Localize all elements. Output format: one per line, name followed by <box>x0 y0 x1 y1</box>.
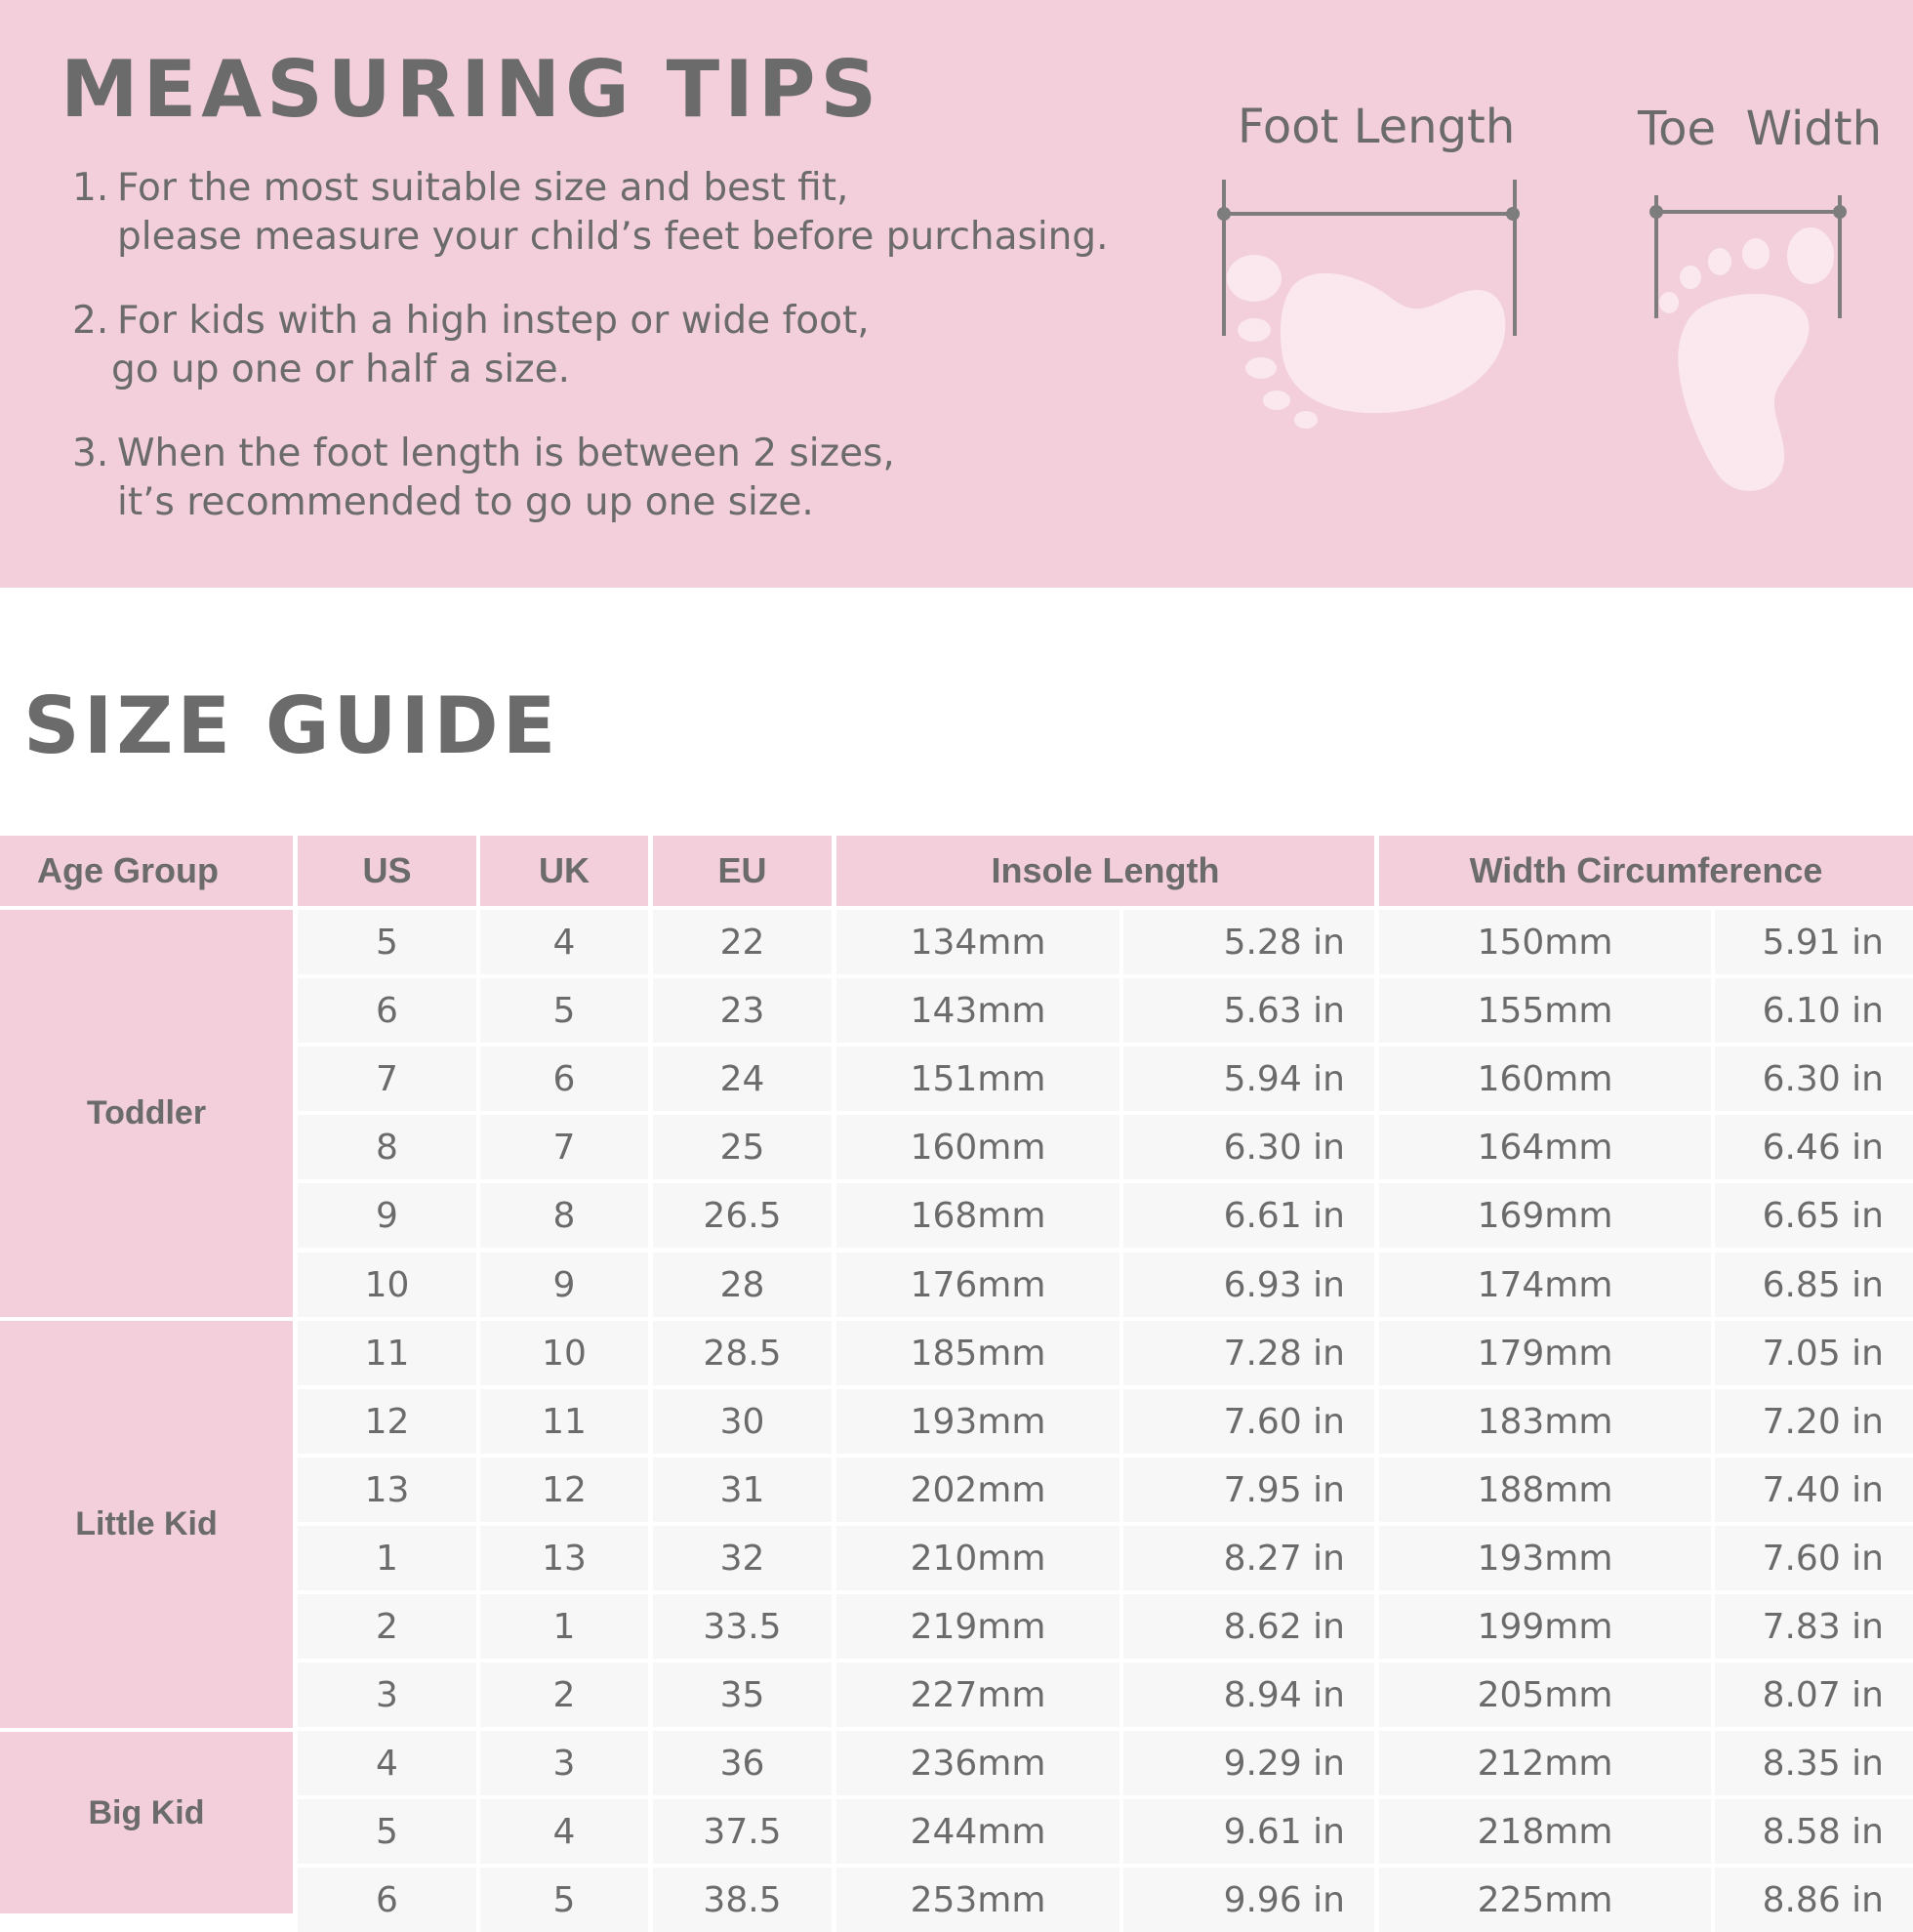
cell-eu: 37.5 <box>653 1799 832 1864</box>
cell-us: 4 <box>298 1731 476 1795</box>
cell-uk: 13 <box>480 1526 648 1590</box>
tip-text-line2: please measure your child’s feet before purchasing. <box>117 215 1109 259</box>
header-insole-length: Insole Length <box>836 836 1374 906</box>
cell-us: 1 <box>298 1526 476 1590</box>
table-row <box>298 1731 1913 1795</box>
cell-insole-in: 7.95 in <box>1123 1458 1374 1522</box>
cell-width-mm: 205mm <box>1379 1663 1711 1727</box>
table-row <box>298 910 1913 974</box>
cell-uk: 4 <box>480 1799 648 1864</box>
cell-insole-mm: 219mm <box>836 1594 1119 1659</box>
cell-insole-mm: 236mm <box>836 1731 1119 1795</box>
table-row <box>298 1799 1913 1864</box>
cell-width-mm: 169mm <box>1379 1183 1711 1248</box>
cell-eu: 33.5 <box>653 1594 832 1659</box>
size-guide-title: SIZE GUIDE <box>23 680 560 771</box>
cell-uk: 11 <box>480 1389 648 1454</box>
cell-eu: 24 <box>653 1047 832 1111</box>
group-little-kid: Little Kid <box>0 1321 293 1728</box>
cell-uk: 3 <box>480 1731 648 1795</box>
table-row <box>298 1526 1913 1590</box>
header-age-group: Age Group <box>0 836 293 906</box>
cell-us: 11 <box>298 1321 476 1385</box>
table-row <box>298 1321 1913 1385</box>
cell-uk: 6 <box>480 1047 648 1111</box>
cell-us: 10 <box>298 1253 476 1317</box>
cell-us: 5 <box>298 1799 476 1864</box>
cell-eu: 28.5 <box>653 1321 832 1385</box>
cell-insole-mm: 210mm <box>836 1526 1119 1590</box>
cell-width-mm: 183mm <box>1379 1389 1711 1454</box>
cell-eu: 32 <box>653 1526 832 1590</box>
cell-width-in: 6.10 in <box>1715 978 1913 1043</box>
cell-uk: 8 <box>480 1183 648 1248</box>
cell-us: 6 <box>298 978 476 1043</box>
table-row <box>298 1868 1913 1932</box>
table-row <box>298 1594 1913 1659</box>
cell-width-mm: 188mm <box>1379 1458 1711 1522</box>
cell-us: 5 <box>298 910 476 974</box>
table-row <box>298 1115 1913 1179</box>
table-row <box>298 1389 1913 1454</box>
table-row <box>298 1458 1913 1522</box>
cell-width-in: 6.65 in <box>1715 1183 1913 1248</box>
cell-eu: 35 <box>653 1663 832 1727</box>
cell-insole-in: 7.60 in <box>1123 1389 1374 1454</box>
cell-width-mm: 160mm <box>1379 1047 1711 1111</box>
cell-insole-mm: 202mm <box>836 1458 1119 1522</box>
cell-insole-in: 5.28 in <box>1123 910 1374 974</box>
cell-width-in: 8.86 in <box>1715 1868 1913 1932</box>
cell-width-mm: 218mm <box>1379 1799 1711 1864</box>
table-row <box>298 1663 1913 1727</box>
cell-insole-in: 6.93 in <box>1123 1253 1374 1317</box>
cell-insole-in: 6.30 in <box>1123 1115 1374 1179</box>
tip-number: 1. <box>72 166 109 210</box>
header-width-circumference: Width Circumference <box>1379 836 1913 906</box>
cell-us: 7 <box>298 1047 476 1111</box>
cell-insole-in: 8.62 in <box>1123 1594 1374 1659</box>
cell-uk: 1 <box>480 1594 648 1659</box>
cell-eu: 23 <box>653 978 832 1043</box>
tip-text-line1: For the most suitable size and best fit, <box>117 166 849 210</box>
cell-insole-mm: 227mm <box>836 1663 1119 1727</box>
cell-us: 3 <box>298 1663 476 1727</box>
cell-width-mm: 212mm <box>1379 1731 1711 1795</box>
cell-eu: 22 <box>653 910 832 974</box>
group-big-kid: Big Kid <box>0 1732 293 1913</box>
cell-insole-in: 9.29 in <box>1123 1731 1374 1795</box>
tip-number: 3. <box>72 432 109 475</box>
cell-uk: 12 <box>480 1458 648 1522</box>
cell-insole-mm: 134mm <box>836 910 1119 974</box>
group-toddler: Toddler <box>0 910 293 1317</box>
cell-width-mm: 174mm <box>1379 1253 1711 1317</box>
tip-number: 2. <box>72 299 109 343</box>
foot-side-icon <box>1210 176 1532 449</box>
foot-sole-icon <box>1640 191 1864 504</box>
cell-width-in: 6.46 in <box>1715 1115 1913 1179</box>
tip-text-line2: it’s recommended to go up one size. <box>117 480 814 524</box>
cell-us: 6 <box>298 1868 476 1932</box>
tip-2 <box>72 297 870 394</box>
cell-width-in: 7.20 in <box>1715 1389 1913 1454</box>
table-row <box>298 1253 1913 1317</box>
cell-eu: 30 <box>653 1389 832 1454</box>
cell-us: 13 <box>298 1458 476 1522</box>
foot-length-label: Foot Length <box>1238 100 1516 154</box>
cell-insole-mm: 168mm <box>836 1183 1119 1248</box>
cell-uk: 5 <box>480 1868 648 1932</box>
cell-width-mm: 225mm <box>1379 1868 1711 1932</box>
cell-insole-mm: 244mm <box>836 1799 1119 1864</box>
tip-text-line1: For kids with a high instep or wide foot, <box>117 299 870 343</box>
cell-insole-mm: 143mm <box>836 978 1119 1043</box>
measuring-tips-panel <box>0 0 1913 588</box>
cell-insole-mm: 185mm <box>836 1321 1119 1385</box>
header-us: US <box>298 836 476 906</box>
cell-us: 12 <box>298 1389 476 1454</box>
cell-eu: 36 <box>653 1731 832 1795</box>
toe-width-label: Toe Width <box>1638 102 1883 156</box>
cell-eu: 28 <box>653 1253 832 1317</box>
header-eu: EU <box>653 836 832 906</box>
cell-width-mm: 155mm <box>1379 978 1711 1043</box>
cell-insole-in: 5.63 in <box>1123 978 1374 1043</box>
cell-width-in: 7.83 in <box>1715 1594 1913 1659</box>
cell-eu: 26.5 <box>653 1183 832 1248</box>
cell-eu: 38.5 <box>653 1868 832 1932</box>
table-row <box>298 1047 1913 1111</box>
cell-insole-in: 9.96 in <box>1123 1868 1374 1932</box>
cell-eu: 31 <box>653 1458 832 1522</box>
cell-insole-in: 8.94 in <box>1123 1663 1374 1727</box>
cell-us: 9 <box>298 1183 476 1248</box>
cell-uk: 5 <box>480 978 648 1043</box>
cell-width-in: 7.60 in <box>1715 1526 1913 1590</box>
cell-insole-mm: 176mm <box>836 1253 1119 1317</box>
cell-uk: 7 <box>480 1115 648 1179</box>
cell-uk: 2 <box>480 1663 648 1727</box>
cell-width-in: 6.85 in <box>1715 1253 1913 1317</box>
table-row <box>298 1183 1913 1248</box>
cell-insole-mm: 160mm <box>836 1115 1119 1179</box>
cell-insole-in: 9.61 in <box>1123 1799 1374 1864</box>
cell-width-mm: 164mm <box>1379 1115 1711 1179</box>
tip-text-line2: go up one or half a size. <box>111 348 571 391</box>
cell-width-in: 5.91 in <box>1715 910 1913 974</box>
cell-uk: 9 <box>480 1253 648 1317</box>
cell-width-in: 8.07 in <box>1715 1663 1913 1727</box>
header-uk: UK <box>480 836 648 906</box>
cell-insole-in: 7.28 in <box>1123 1321 1374 1385</box>
cell-width-mm: 179mm <box>1379 1321 1711 1385</box>
cell-uk: 10 <box>480 1321 648 1385</box>
cell-us: 2 <box>298 1594 476 1659</box>
cell-insole-mm: 193mm <box>836 1389 1119 1454</box>
cell-width-mm: 150mm <box>1379 910 1711 974</box>
cell-eu: 25 <box>653 1115 832 1179</box>
cell-insole-mm: 151mm <box>836 1047 1119 1111</box>
cell-insole-in: 5.94 in <box>1123 1047 1374 1111</box>
cell-width-in: 7.40 in <box>1715 1458 1913 1522</box>
tip-text-line1: When the foot length is between 2 sizes, <box>117 432 895 475</box>
cell-insole-in: 8.27 in <box>1123 1526 1374 1590</box>
cell-insole-mm: 253mm <box>836 1868 1119 1932</box>
cell-width-mm: 193mm <box>1379 1526 1711 1590</box>
measuring-tips-title: MEASURING TIPS <box>61 44 882 135</box>
tip-3 <box>72 430 895 527</box>
cell-uk: 4 <box>480 910 648 974</box>
cell-width-in: 6.30 in <box>1715 1047 1913 1111</box>
cell-width-in: 8.58 in <box>1715 1799 1913 1864</box>
table-row <box>298 978 1913 1043</box>
cell-width-in: 8.35 in <box>1715 1731 1913 1795</box>
cell-width-mm: 199mm <box>1379 1594 1711 1659</box>
cell-us: 8 <box>298 1115 476 1179</box>
cell-insole-in: 6.61 in <box>1123 1183 1374 1248</box>
tip-1 <box>72 164 1109 262</box>
cell-width-in: 7.05 in <box>1715 1321 1913 1385</box>
